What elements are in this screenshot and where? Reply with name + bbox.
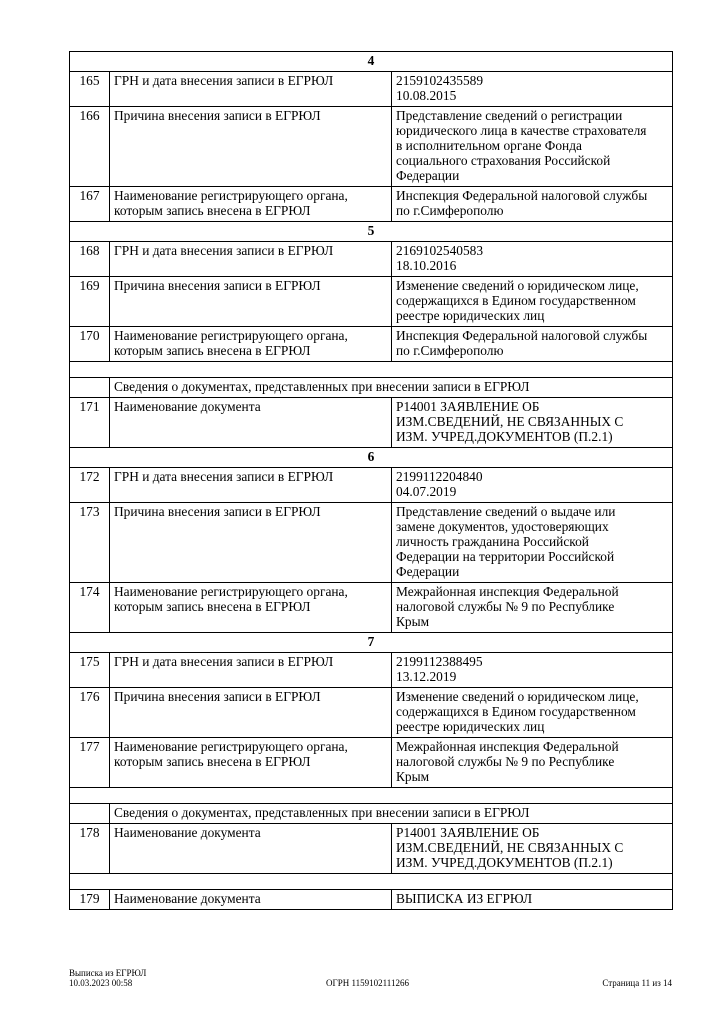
table-row [70,688,673,738]
section-header-row [70,448,673,468]
documents-subheader-text: Сведения о документах, представленных при внесении записи в ЕГРЮЛ [110,378,673,398]
row-number: 176 [70,688,110,738]
subheader-empty-cell [70,378,110,398]
table-row [70,327,673,362]
field-value: 2199112204840 04.07.2019 [392,468,673,503]
table-row [70,242,673,277]
table-row [70,503,673,583]
subheader-empty-cell [70,804,110,824]
field-label: Наименование документа [110,398,392,448]
blank-row [70,788,673,804]
field-label: ГРН и дата внесения записи в ЕГРЮЛ [110,72,392,107]
row-number: 170 [70,327,110,362]
field-label: Наименование регистрирующего органа, которым запись внесена в ЕГРЮЛ [110,738,392,788]
table-row [70,72,673,107]
section-number: 4 [70,52,673,72]
table-row [70,738,673,788]
row-number: 173 [70,503,110,583]
table-row [70,277,673,327]
field-label: Наименование регистрирующего органа, которым запись внесена в ЕГРЮЛ [110,327,392,362]
field-label: Причина внесения записи в ЕГРЮЛ [110,688,392,738]
row-number: 178 [70,824,110,874]
blank-cell [70,874,673,890]
field-value: ВЫПИСКА ИЗ ЕГРЮЛ [392,890,673,910]
row-number: 171 [70,398,110,448]
table-row [70,583,673,633]
field-value: 2199112388495 13.12.2019 [392,653,673,688]
field-label: Наименование документа [110,824,392,874]
field-value: Инспекция Федеральной налоговой службы по г.Симферополю [392,187,673,222]
table-row [70,468,673,503]
documents-subheader-row [70,378,673,398]
footer-document-info: Выписка из ЕГРЮЛ 10.03.2023 00:58 [69,968,147,988]
blank-row [70,362,673,378]
field-value: Представление сведений о выдаче или замене документов, удостоверяющих личность гражданина Российской Федерации на территории Российской Федерации [392,503,673,583]
documents-subheader-text: Сведения о документах, представленных при внесении записи в ЕГРЮЛ [110,804,673,824]
field-value: Р14001 ЗАЯВЛЕНИЕ ОБ ИЗМ.СВЕДЕНИЙ, НЕ СВЯЗАННЫХ С ИЗМ. УЧРЕД.ДОКУМЕНТОВ (П.2.1) [392,398,673,448]
table-row [70,187,673,222]
table-row [70,824,673,874]
blank-cell [70,788,673,804]
row-number: 179 [70,890,110,910]
field-label: Причина внесения записи в ЕГРЮЛ [110,107,392,187]
table-row [70,653,673,688]
field-label: Причина внесения записи в ЕГРЮЛ [110,277,392,327]
field-value: Р14001 ЗАЯВЛЕНИЕ ОБ ИЗМ.СВЕДЕНИЙ, НЕ СВЯЗАННЫХ С ИЗМ. УЧРЕД.ДОКУМЕНТОВ (П.2.1) [392,824,673,874]
row-number: 172 [70,468,110,503]
field-value: Межрайонная инспекция Федеральной налоговой службы № 9 по Республике Крым [392,583,673,633]
section-number: 6 [70,448,673,468]
field-label: ГРН и дата внесения записи в ЕГРЮЛ [110,468,392,503]
section-number: 5 [70,222,673,242]
field-label: ГРН и дата внесения записи в ЕГРЮЛ [110,653,392,688]
field-value: 2169102540583 18.10.2016 [392,242,673,277]
footer-ogrn: ОГРН 1159102111266 [326,978,409,988]
row-number: 165 [70,72,110,107]
row-number: 167 [70,187,110,222]
field-value: 2159102435589 10.08.2015 [392,72,673,107]
footer-page-number: Страница 11 из 14 [602,978,672,988]
row-number: 166 [70,107,110,187]
row-number: 177 [70,738,110,788]
blank-cell [70,362,673,378]
blank-row [70,874,673,890]
documents-subheader-row [70,804,673,824]
field-label: Наименование регистрирующего органа, которым запись внесена в ЕГРЮЛ [110,187,392,222]
row-number: 168 [70,242,110,277]
field-label: Наименование регистрирующего органа, которым запись внесена в ЕГРЮЛ [110,583,392,633]
row-number: 175 [70,653,110,688]
egrul-records-table [69,51,673,910]
section-header-row [70,52,673,72]
field-value: Представление сведений о регистрации юридического лица в качестве страхователя в исполнительном органе Фонда социального страхования Российской Федерации [392,107,673,187]
field-value: Изменение сведений о юридическом лице, содержащихся в Едином государственном реестре юридических лиц [392,688,673,738]
section-header-row [70,633,673,653]
section-header-row [70,222,673,242]
table-row [70,107,673,187]
field-value: Инспекция Федеральной налоговой службы по г.Симферополю [392,327,673,362]
field-label: Наименование документа [110,890,392,910]
table-row [70,890,673,910]
row-number: 174 [70,583,110,633]
table-row [70,398,673,448]
field-value: Межрайонная инспекция Федеральной налоговой службы № 9 по Республике Крым [392,738,673,788]
section-number: 7 [70,633,673,653]
field-label: ГРН и дата внесения записи в ЕГРЮЛ [110,242,392,277]
egrul-records-body [70,52,673,910]
row-number: 169 [70,277,110,327]
field-label: Причина внесения записи в ЕГРЮЛ [110,503,392,583]
field-value: Изменение сведений о юридическом лице, содержащихся в Едином государственном реестре юридических лиц [392,277,673,327]
